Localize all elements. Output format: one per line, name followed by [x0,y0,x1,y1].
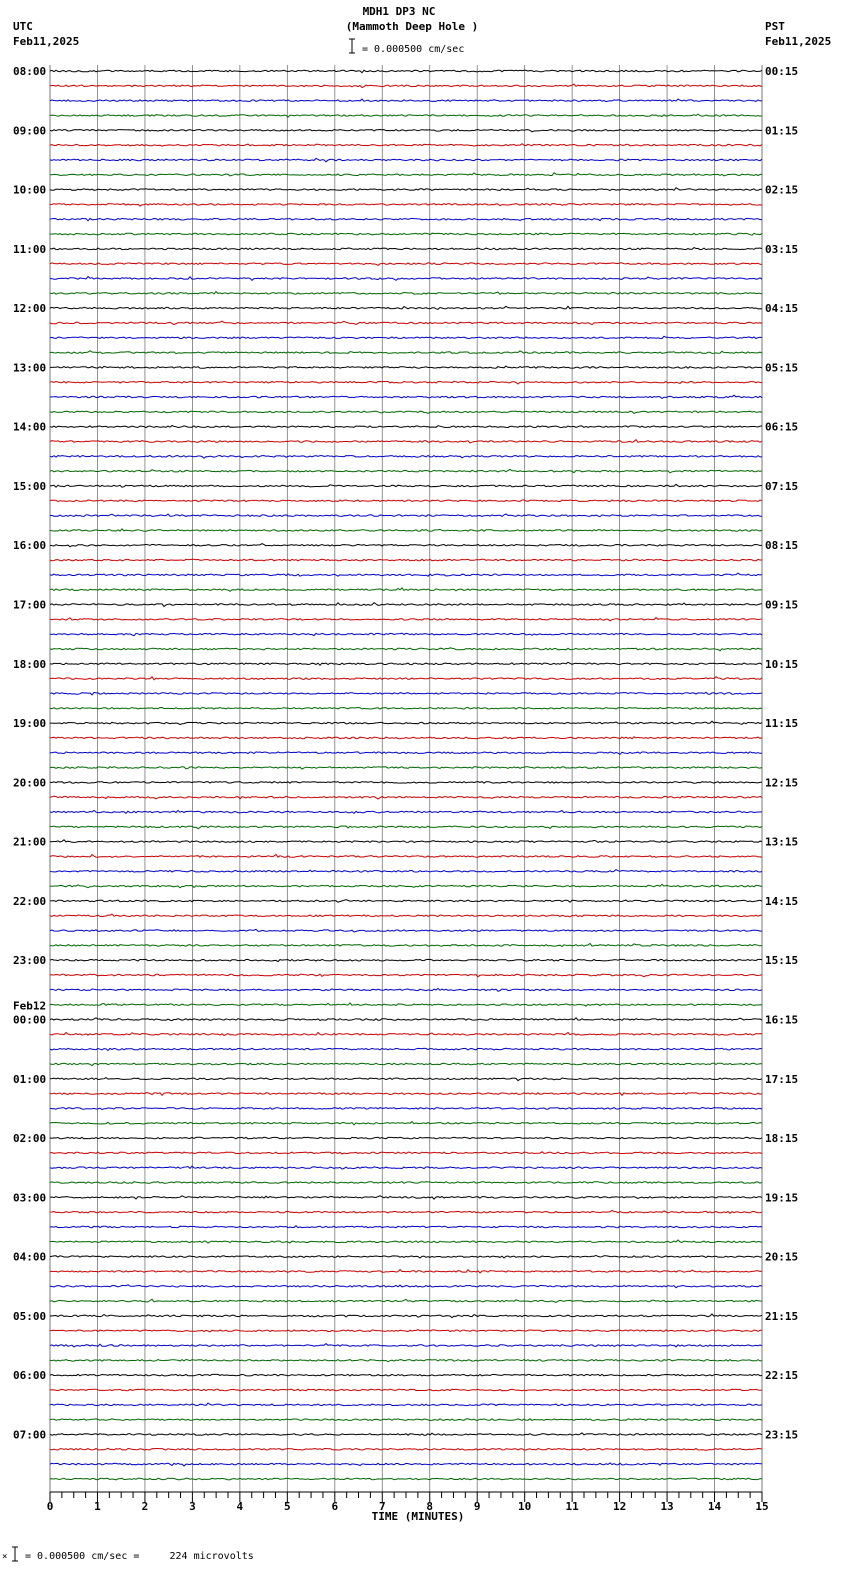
utc-label-8: 16:00 [13,539,47,553]
right-zone-label: PST [765,20,785,33]
trace-55 [50,870,762,873]
trace-89 [50,1374,762,1376]
trace-33 [50,544,762,547]
x-tick-label-5: 5 [284,1500,291,1513]
utc-label-6: 14:00 [13,420,47,434]
trace-90 [50,1389,762,1391]
utc-label-18: 02:00 [13,1132,47,1145]
utc-label-12: 20:00 [13,776,47,790]
trace-7 [50,158,762,161]
scale-bar-icon [349,39,355,53]
trace-75 [50,1166,762,1169]
trace-40 [50,648,762,651]
trace-6 [50,144,762,147]
trace-56 [50,884,762,888]
utc-label-0: 08:00 [13,65,47,78]
pst-label-1: 01:15 [765,124,799,138]
trace-58 [50,914,762,917]
utc-label-20: 04:00 [13,1250,47,1264]
trace-50 [50,796,762,799]
x-tick-label-4: 4 [236,1500,244,1513]
trace-42 [50,677,762,680]
trace-60 [50,944,762,947]
trace-92 [50,1419,762,1421]
trace-18 [50,321,762,325]
time-grid [50,65,762,1493]
trace-27 [50,456,762,459]
pst-label-3: 03:15 [765,242,799,256]
x-tick-label-15: 15 [755,1500,769,1513]
trace-78 [50,1210,762,1213]
trace-67 [50,1048,762,1050]
pst-label-12: 12:15 [765,776,799,790]
x-tick-label-0: 0 [46,1500,54,1513]
pst-hour-labels [765,65,798,1441]
pst-label-6: 06:15 [765,420,799,434]
footer-scale-label: = 0.000500 cm/sec = 224 microvolts [25,1551,254,1562]
trace-46 [50,737,762,739]
trace-34 [50,559,762,561]
trace-38 [50,618,762,621]
pst-label-7: 07:15 [765,480,799,493]
x-tick-label-14: 14 [707,1500,722,1513]
pst-label-21: 21:15 [765,1309,799,1323]
utc-label-9: 17:00 [13,598,47,612]
trace-80 [50,1240,762,1243]
trace-85 [50,1314,762,1318]
trace-74 [50,1152,762,1154]
trace-26 [50,440,762,443]
trace-71 [50,1107,762,1109]
trace-73 [50,1137,762,1139]
trace-66 [50,1032,762,1035]
footer-marker: × [2,1552,8,1562]
x-tick-label-3: 3 [189,1500,196,1513]
trace-16 [50,292,762,295]
x-tick-label-7: 7 [378,1500,386,1513]
trace-24 [50,411,762,413]
utc-label-3: 11:00 [13,242,47,256]
trace-group [50,70,762,1480]
trace-76 [50,1182,762,1184]
trace-4 [50,114,762,117]
pst-label-4: 04:15 [765,302,799,316]
trace-3 [50,99,762,102]
utc-label-1: 09:00 [13,124,47,138]
utc-label-7: 15:00 [13,480,47,493]
utc-label-19: 03:00 [13,1191,47,1205]
station-title: MDH1 DP3 NC [362,5,436,18]
trace-31 [50,514,762,517]
trace-64 [50,1003,762,1006]
trace-94 [50,1448,762,1450]
trace-81 [50,1255,762,1258]
trace-54 [50,855,762,858]
trace-59 [50,929,762,932]
trace-65 [50,1018,762,1021]
x-tick-label-12: 12 [612,1500,627,1513]
trace-35 [50,573,762,576]
trace-52 [50,826,762,829]
left-date-label: Feb11,2025 [13,35,80,48]
trace-47 [50,752,762,755]
x-tick-label-1: 1 [94,1500,101,1513]
scale-label: = 0.000500 cm/sec [362,44,465,55]
trace-17 [50,306,762,309]
pst-label-9: 09:15 [765,598,799,612]
trace-95 [50,1463,762,1466]
trace-41 [50,662,762,665]
trace-11 [50,218,762,221]
trace-13 [50,248,762,250]
trace-44 [50,708,762,710]
trace-62 [50,974,762,977]
footer-scale-bar-icon [12,1547,18,1561]
utc-label-21: 05:00 [13,1309,47,1323]
trace-93 [50,1433,762,1436]
pst-label-20: 20:15 [765,1250,799,1264]
utc-label-17: 01:00 [13,1072,47,1086]
trace-88 [50,1360,762,1362]
pst-label-19: 19:15 [765,1191,799,1205]
x-tick-label-10: 10 [518,1500,532,1513]
trace-10 [50,204,762,207]
trace-49 [50,782,762,784]
trace-2 [50,84,762,87]
pst-label-14: 14:15 [765,894,799,908]
left-zone-label: UTC [13,20,33,33]
trace-9 [50,188,762,191]
x-tick-label-2: 2 [141,1500,149,1513]
pst-label-17: 17:15 [765,1072,799,1086]
right-date-label: Feb11,2025 [765,35,832,48]
utc-label-13: 21:00 [13,835,47,849]
trace-51 [50,810,762,813]
utc-label-10: 18:00 [13,657,47,671]
trace-37 [50,603,762,607]
trace-20 [50,351,762,354]
utc-label-5: 13:00 [13,361,47,375]
trace-68 [50,1063,762,1065]
utc-hour-labels [13,65,46,1441]
trace-19 [50,336,762,338]
trace-45 [50,721,762,724]
trace-63 [50,988,762,991]
trace-1 [50,70,762,73]
trace-8 [50,173,762,176]
pst-label-22: 22:15 [765,1369,799,1383]
trace-22 [50,381,762,384]
pst-label-0: 00:15 [765,65,799,78]
pst-label-23: 23:15 [765,1428,799,1442]
trace-12 [50,233,762,235]
pst-label-10: 10:15 [765,657,799,671]
pst-label-16: 16:15 [765,1013,799,1027]
trace-96 [50,1478,762,1480]
pst-label-5: 05:15 [765,361,799,375]
pst-label-2: 02:15 [765,183,799,197]
trace-53 [50,840,762,843]
trace-21 [50,366,762,368]
trace-84 [50,1299,762,1302]
pst-label-8: 08:15 [765,539,799,553]
trace-86 [50,1330,762,1332]
utc-label-2: 10:00 [13,183,47,197]
trace-36 [50,588,762,591]
trace-57 [50,900,762,903]
trace-83 [50,1285,762,1288]
pst-label-18: 18:15 [765,1132,799,1145]
trace-23 [50,395,762,398]
utc-label-11: 19:00 [13,717,47,731]
trace-70 [50,1093,762,1096]
trace-79 [50,1226,762,1228]
date-change-label: Feb12 [13,999,47,1013]
station-location: (Mammoth Deep Hole ) [345,20,479,33]
trace-14 [50,263,762,266]
utc-label-23: 07:00 [13,1428,47,1442]
utc-label-15: 23:00 [13,954,47,968]
trace-77 [50,1196,762,1199]
trace-61 [50,959,762,961]
trace-87 [50,1344,762,1347]
x-tick-label-13: 13 [660,1500,674,1513]
trace-69 [50,1078,762,1081]
utc-label-22: 06:00 [13,1369,47,1383]
trace-43 [50,692,762,695]
trace-39 [50,633,762,636]
utc-label-14: 22:00 [13,894,47,908]
trace-32 [50,529,762,531]
trace-72 [50,1122,762,1125]
trace-29 [50,484,762,487]
utc-label-16: 00:00 [13,1013,47,1027]
trace-25 [50,426,762,428]
trace-30 [50,500,762,502]
x-tick-label-9: 9 [473,1500,481,1513]
trace-82 [50,1270,762,1273]
trace-91 [50,1403,762,1406]
pst-label-15: 15:15 [765,954,799,968]
pst-label-13: 13:15 [765,835,799,849]
utc-label-4: 12:00 [13,302,47,316]
trace-15 [50,277,762,281]
trace-48 [50,767,762,769]
x-tick-label-11: 11 [565,1500,579,1513]
trace-28 [50,470,762,473]
x-tick-label-6: 6 [331,1500,339,1513]
x-axis-label: TIME (MINUTES) [371,1510,465,1523]
x-tick-label-8: 8 [426,1500,434,1513]
trace-5 [50,130,762,132]
pst-label-11: 11:15 [765,717,799,731]
